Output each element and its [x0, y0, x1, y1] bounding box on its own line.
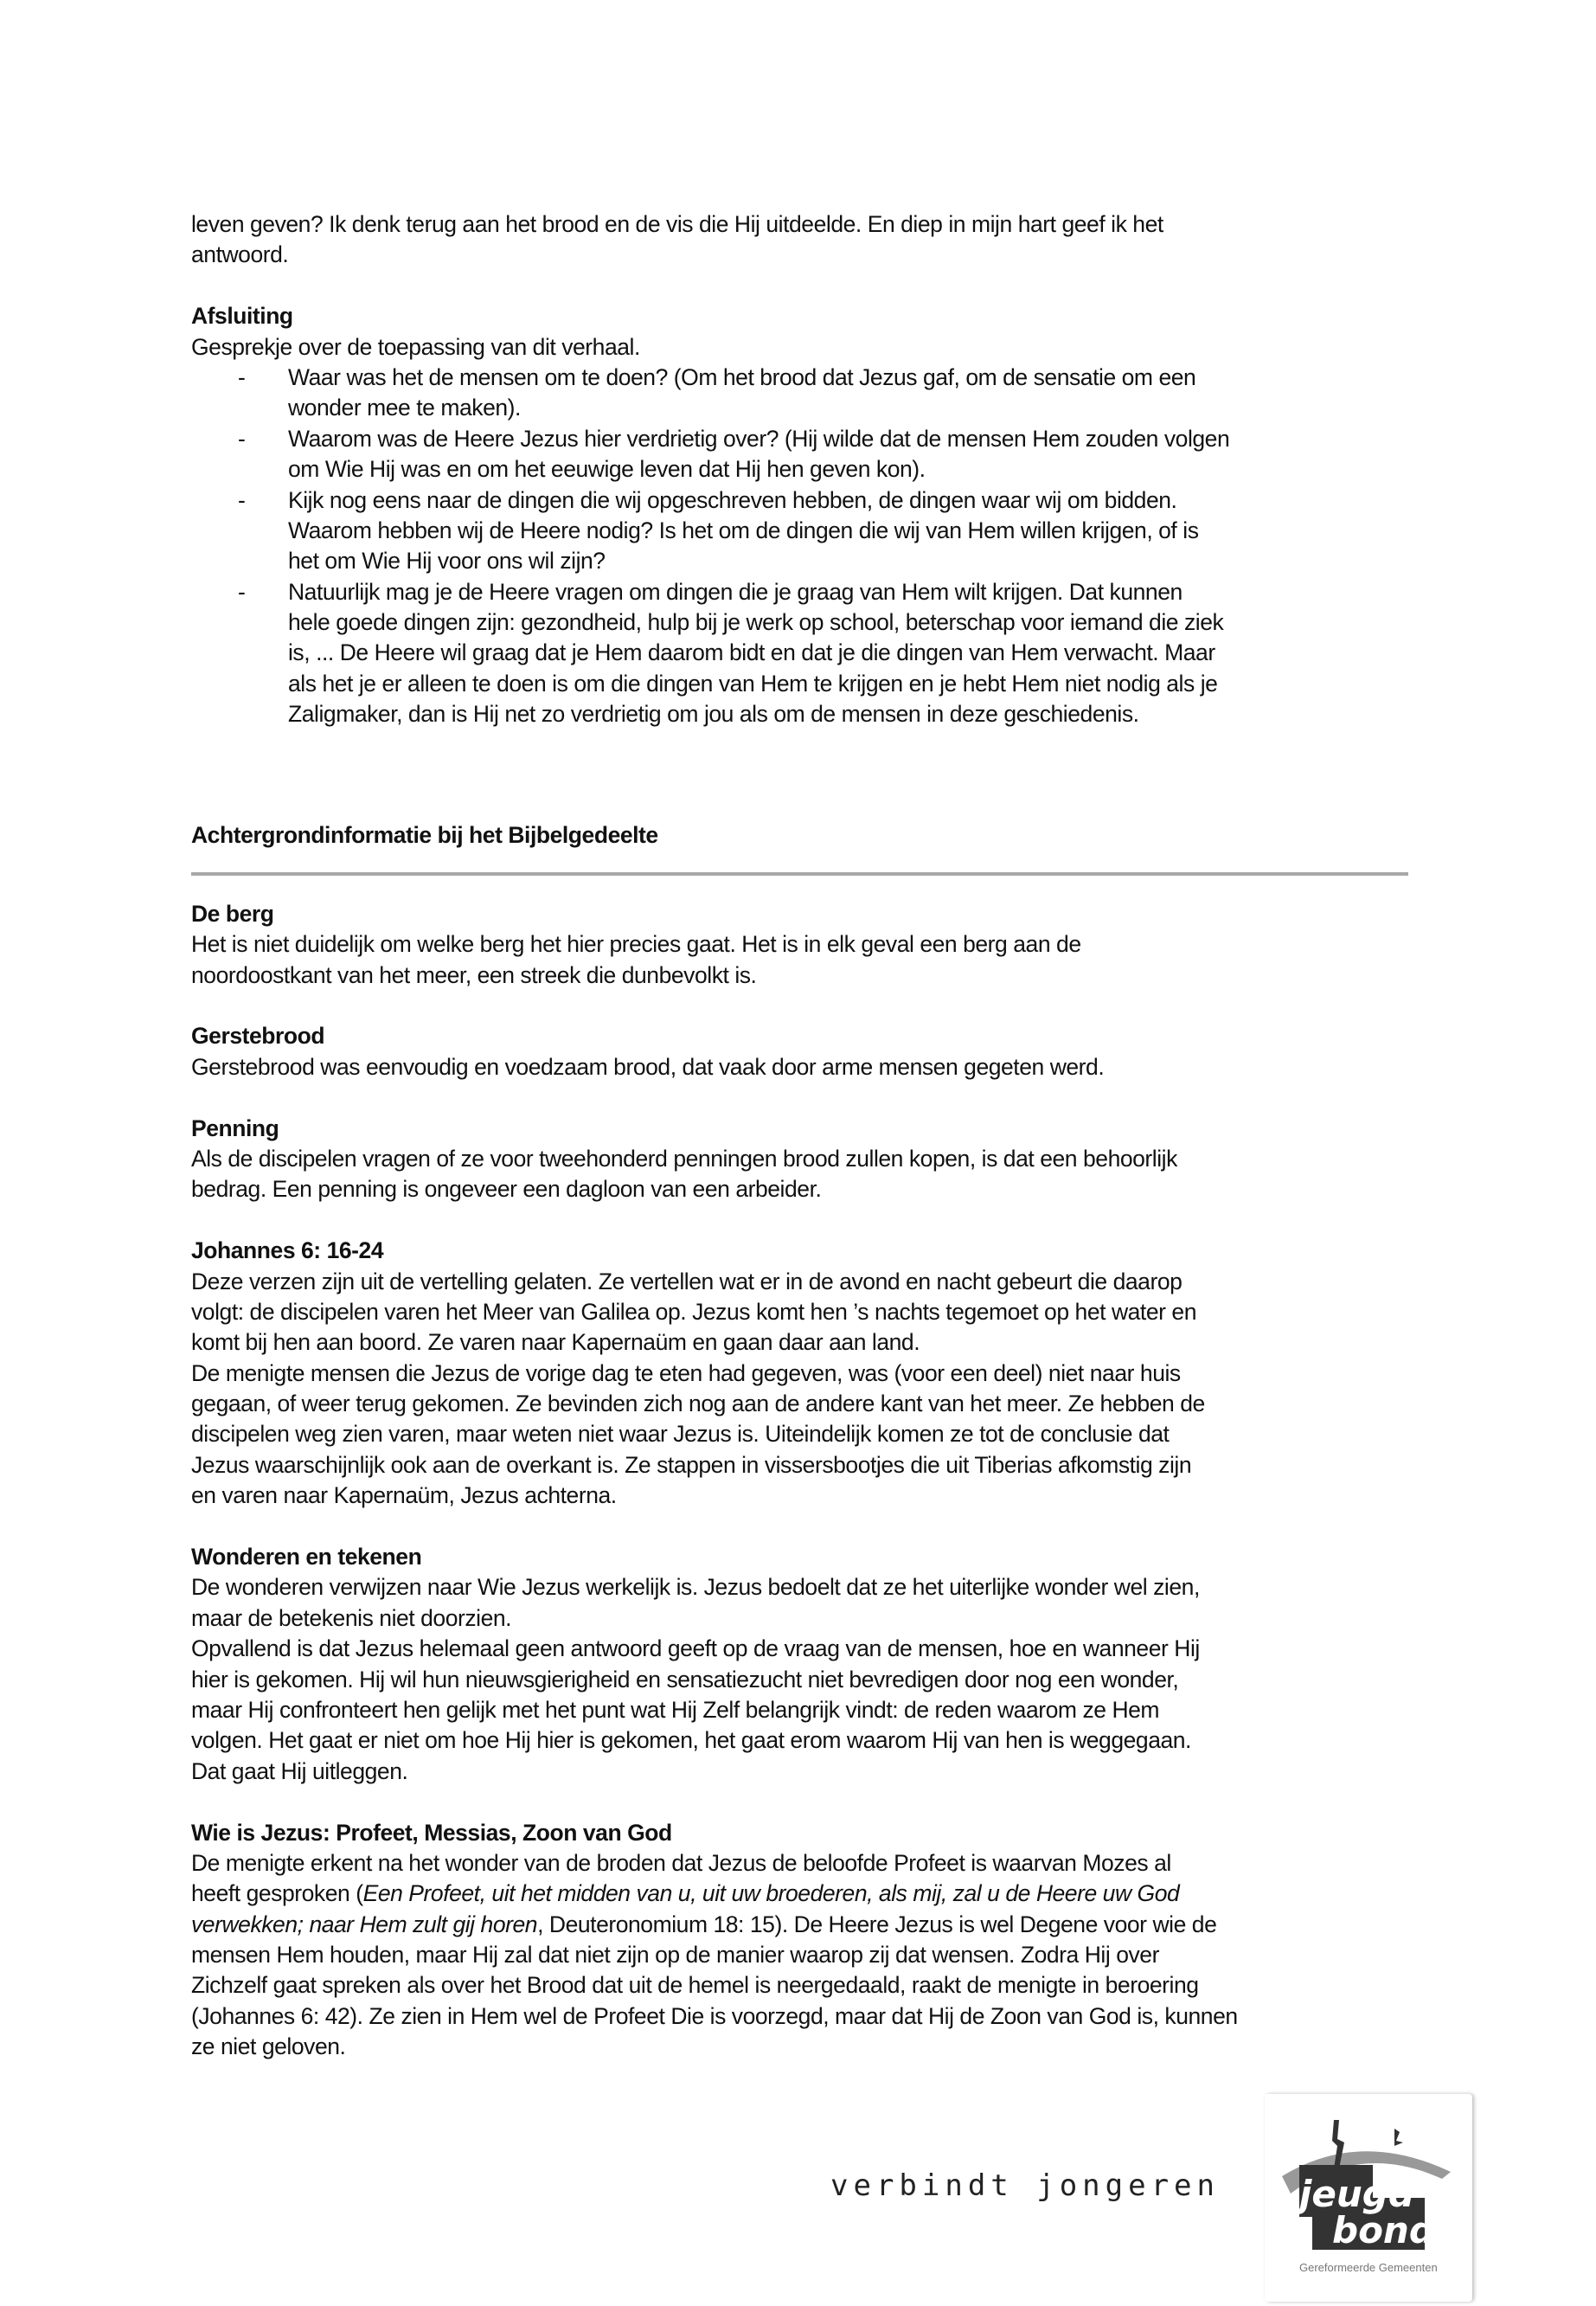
text-line — [191, 1910, 1420, 1940]
spacer — [191, 761, 1420, 791]
text-line: gegaan, of weer terug gekomen. Ze bevinden zich nog aan de andere kant van het meer. Ze hebben de — [191, 1391, 1205, 1417]
text-segment: mensen Hem houden, maar Hij zal dat niet zijn op de manier waarop zij dat wensen. Zodra Hij over — [191, 1942, 1159, 1969]
text-line: komt bij hen aan boord. Ze varen naar Kapernaüm en gaan daar aan land. — [191, 1329, 920, 1356]
text-line — [191, 2032, 1420, 2062]
italic-quote: Een Profeet, uit het midden van u, uit uw broederen, als mij, zal u de Heere uw God — [362, 1880, 1180, 1907]
document-body — [191, 209, 1420, 2063]
text-line: Dat gaat Hij uitleggen. — [191, 1757, 408, 1784]
section-heading: Afsluiting — [191, 303, 293, 330]
section-heading: Wonderen en tekenen — [191, 1544, 422, 1571]
list-item — [191, 424, 1420, 485]
text-line: Gesprekje over de toepassing van dit verhaal. — [191, 333, 640, 360]
text-line: Jezus waarschijnlijk ook aan de overkant is. Ze stappen in vissersbootjes die uit Tiberias afkomstig zijn — [191, 1451, 1192, 1478]
spacer — [191, 876, 1420, 899]
text-line: is, ... De Heere wil graag dat je Hem daarom bidt en dat je die dingen van Hem verwacht. Maar — [288, 639, 1215, 666]
text-line: antwoord. — [191, 241, 289, 268]
text-line — [191, 1848, 1420, 1879]
text-line — [191, 2001, 1420, 2032]
text-segment: heeft gesproken ( — [191, 1880, 363, 1907]
section-heading: Wie is Jezus: Profeet, Messias, Zoon van God — [191, 1819, 672, 1846]
section-heading: Johannes 6: 16-24 — [191, 1237, 384, 1264]
text-line: Deze verzen zijn uit de vertelling gelaten. Ze vertellen wat er in de avond en nacht gebeurt die daarop — [191, 1268, 1183, 1294]
text-line: als het je er alleen te doen is om die dingen van Hem te krijgen en je hebt Hem niet nodig als je — [288, 670, 1218, 697]
bullet-dash: - — [238, 486, 246, 513]
text-line: Waarom hebben wij de Heere nodig? Is het om de dingen die wij van Hem willen krijgen, of is — [288, 517, 1199, 543]
text-line: Zaligmaker, dan is Hij net zo verdrietig om jou als om de mensen in deze geschiedenis. — [288, 701, 1139, 728]
text-line: hele goede dingen zijn: gezondheid, hulp bij je werk op school, beterschap voor iemand die ziek — [288, 609, 1224, 636]
text-line: discipelen weg zien varen, maar weten niet waar Jezus is. Uiteindelijk komen ze tot de conclusie dat — [191, 1421, 1170, 1448]
svg-text:Gereformeerde Gemeenten: Gereformeerde Gemeenten — [1299, 2261, 1438, 2274]
jeugdbond-logo — [1265, 2094, 1472, 2302]
text-line: maar de betekenis niet doorzien. — [191, 1604, 512, 1631]
spacer — [191, 1082, 1420, 1113]
list-item — [191, 577, 1420, 730]
bullet-dash: - — [238, 425, 246, 452]
text-line: Het is niet duidelijk om welke berg het hier precies gaat. Het is in elk geval een berg aan de — [191, 931, 1081, 958]
text-segment: De menigte erkent na het wonder van de broden dat Jezus de beloofde Profeet is waarvan Mozes al — [191, 1849, 1171, 1876]
text-line: Opvallend is dat Jezus helemaal geen antwoord geeft op de vraag van de mensen, hoe en wanneer Hij — [191, 1635, 1200, 1662]
italic-quote: verwekken; naar Hem zult gij horen — [191, 1911, 538, 1937]
svg-text:bond: bond — [1332, 2209, 1435, 2251]
text-line: Natuurlijk mag je de Heere vragen om dingen die je graag van Hem wilt krijgen. Dat kunnen — [288, 578, 1183, 605]
jeugdbond-logo-icon — [1265, 2094, 1472, 2302]
text-line: het om Wie Hij voor ons wil zijn? — [288, 548, 606, 575]
text-segment: (Johannes 6: 42). Ze zien in Hem wel de Profeet Die is voorzegd, maar dat Hij de Zoon van God is, kunnen — [191, 2002, 1238, 2029]
spacer — [191, 1512, 1420, 1542]
text-line — [191, 1970, 1420, 2001]
text-line: Waar was het de mensen om te doen? (Om het brood dat Jezus gaf, om de sensatie om een — [288, 363, 1196, 390]
text-line — [191, 1940, 1420, 1970]
spacer — [191, 730, 1420, 761]
background-heading: Achtergrondinformatie bij het Bijbelgedeelte — [191, 822, 658, 849]
spacer — [191, 991, 1420, 1021]
text-line: leven geven? Ik denk terug aan het brood en de vis die Hij uitdeelde. En diep in mijn hart geef ik het — [191, 211, 1163, 237]
text-line: Waarom was de Heere Jezus hier verdrietig over? (Hij wilde dat de mensen Hem zouden volgen — [288, 425, 1230, 452]
text-line: wonder mee te maken). — [288, 395, 521, 421]
spacer — [191, 1787, 1420, 1817]
svg-text:jeugd: jeugd — [1299, 2173, 1414, 2215]
bullet-dash: - — [238, 578, 246, 605]
text-segment: ze niet geloven. — [191, 2033, 346, 2060]
text-line: noordoostkant van het meer, een streek die dunbevolkt is. — [191, 961, 757, 988]
text-segment: Zichzelf gaat spreken als over het Brood dat uit de hemel is neergedaald, raakt de menigte in beroering — [191, 1972, 1199, 1999]
spacer — [191, 271, 1420, 301]
list-item — [191, 363, 1420, 424]
text-line: Kijk nog eens naar de dingen die wij opgeschreven hebben, de dingen waar wij om bidden. — [288, 486, 1177, 513]
text-line: en varen naar Kapernaüm, Jezus achterna. — [191, 1482, 617, 1509]
text-line: volgt: de discipelen varen het Meer van Galilea op. Jezus komt hen ’s nachts tegemoet op het water en — [191, 1298, 1196, 1325]
text-line: De wonderen verwijzen naar Wie Jezus werkelijk is. Jezus bedoelt dat ze het uiterlijke wonder wel zien, — [191, 1574, 1200, 1601]
text-line: bedrag. Een penning is ongeveer een dagloon van een arbeider. — [191, 1176, 822, 1203]
text-line: maar Hij confronteert hen gelijk met het punt wat Hij Zelf belangrijk vindt: de reden waarom ze Hem — [191, 1696, 1160, 1723]
footer-slogan: verbindt jongeren — [830, 2168, 1220, 2203]
text-line: om Wie Hij was en om het eeuwige leven dat Hij hen geven kon). — [288, 456, 926, 483]
section-heading: Gerstebrood — [191, 1023, 325, 1050]
text-line — [191, 1879, 1420, 1909]
bullet-dash: - — [238, 363, 246, 390]
text-line: De menigte mensen die Jezus de vorige dag te eten had gegeven, was (voor een deel) niet naar huis — [191, 1359, 1181, 1386]
text-line: volgen. Het gaat er niet om hoe Hij hier is gekomen, het gaat erom waarom Hij van hen is weggegaan. — [191, 1727, 1191, 1754]
section-heading: Penning — [191, 1114, 279, 1141]
section-heading: De berg — [191, 900, 274, 927]
text-line: hier is gekomen. Hij wil hun nieuwsgierigheid en sensatiezucht niet bevredigen door nog een wonder, — [191, 1666, 1179, 1693]
text-line: Gerstebrood was eenvoudig en voedzaam brood, dat vaak door arme mensen gegeten werd. — [191, 1053, 1105, 1080]
list-item — [191, 485, 1420, 577]
text-segment: , Deuteronomium 18: 15). De Heere Jezus is wel Degene voor wie de — [537, 1911, 1217, 1937]
spacer — [191, 1205, 1420, 1236]
text-line: Als de discipelen vragen of ze voor tweehonderd penningen brood zullen kopen, is dat een behoorlijk — [191, 1145, 1177, 1172]
